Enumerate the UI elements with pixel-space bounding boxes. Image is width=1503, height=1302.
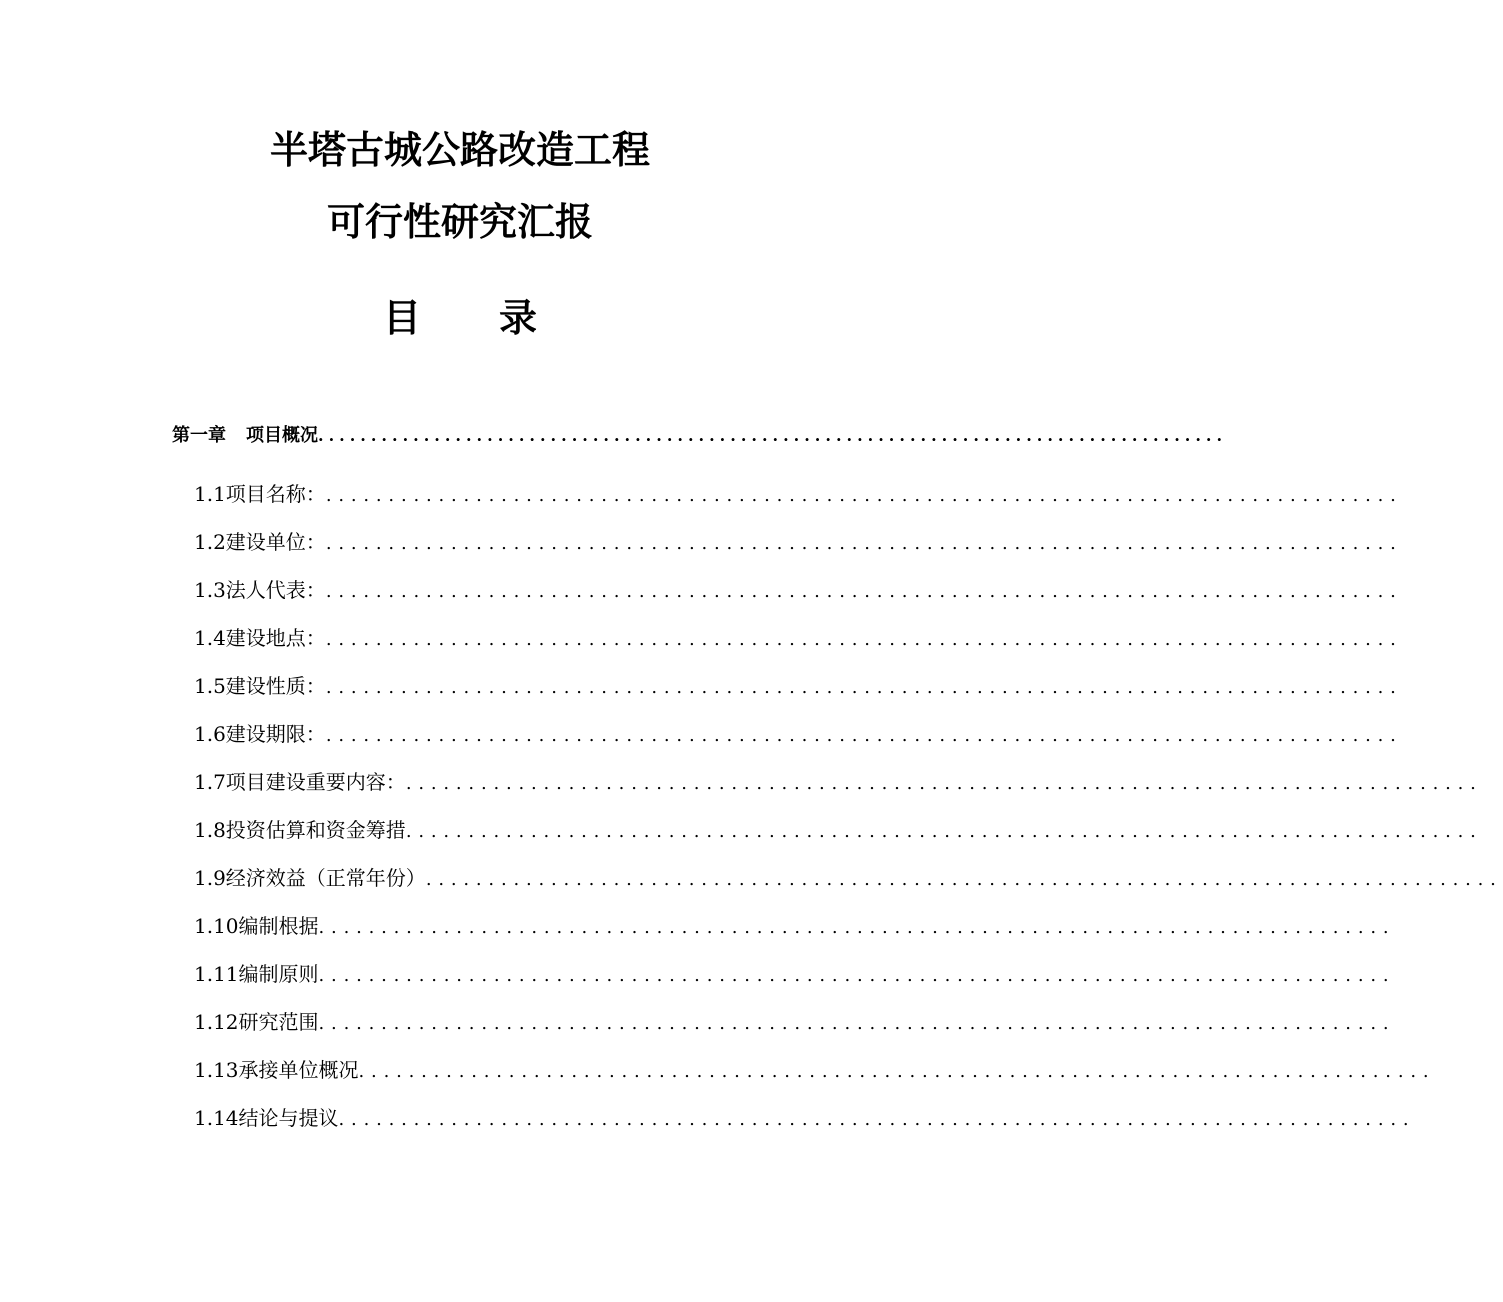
document-title-line-2: 可行性研究汇报	[326, 199, 593, 244]
toc-section-1-2[interactable]	[194, 526, 1403, 558]
toc-dot-leader: ......................................................................................	[405, 773, 1483, 794]
toc-section-1-13[interactable]	[194, 1054, 1436, 1086]
toc-section-label: 1.10编制根据	[194, 914, 319, 938]
toc-dot-leader: ......................................................................................	[325, 629, 1403, 650]
toc-section-label: 1.12研究范围	[194, 1010, 319, 1034]
document-title-line-1: 半塔古城公路改造工程	[269, 127, 650, 172]
toc-section-label: 1.6建设期限：	[194, 722, 326, 746]
toc-dot-leader: ......................................................................................	[325, 533, 1403, 554]
toc-dot-leader: ......................................................................................	[325, 485, 1403, 506]
toc-dot-leader: ......................................................................................	[318, 965, 1396, 986]
toc-dot-leader: ......................................................................................	[318, 1013, 1396, 1034]
toc-chapter-number: 第一章	[172, 425, 226, 446]
toc-section-1-1[interactable]	[194, 478, 1403, 510]
toc-dot-leader: ......................................................................................	[318, 917, 1396, 938]
toc-dot-leader: ......................................................................................	[325, 581, 1403, 602]
toc-dot-leader: ......................................................................................	[358, 1061, 1436, 1082]
toc-section-1-6[interactable]	[194, 718, 1403, 750]
toc-section-label: 1.2建设单位：	[194, 530, 326, 554]
toc-section-label: 1.8投资估算和资金筹措	[194, 818, 406, 842]
toc-dot-leader: ......................................................................................	[338, 1109, 1416, 1130]
toc-dot-leader: ......................................................................................	[425, 869, 1503, 890]
toc-section-label: 1.5建设性质：	[194, 674, 326, 698]
toc-section-1-14[interactable]	[194, 1102, 1416, 1134]
toc-section-1-12[interactable]	[194, 1006, 1396, 1038]
toc-chapter-title: 项目概况	[246, 425, 318, 446]
toc-section-label: 1.13承接单位概况	[194, 1058, 359, 1082]
toc-section-1-5[interactable]	[194, 670, 1403, 702]
toc-section-label: 1.7项目建设重要内容：	[194, 770, 406, 794]
toc-dot-leader: ......................................................................................	[325, 677, 1403, 698]
toc-heading: 目录	[382, 295, 615, 340]
toc-section-1-3[interactable]	[194, 574, 1403, 606]
toc-section-1-10[interactable]	[194, 910, 1396, 942]
toc-section-1-4[interactable]	[194, 622, 1403, 654]
toc-section-label: 1.4建设地点：	[194, 626, 326, 650]
toc-section-1-9[interactable]	[194, 862, 1503, 894]
toc-section-1-7[interactable]	[194, 766, 1483, 798]
toc-section-label: 1.9经济效益（正常年份）	[194, 866, 426, 890]
toc-section-label: 1.14结论与提议	[194, 1106, 339, 1130]
toc-chapter-1[interactable]	[172, 420, 1228, 452]
toc-dot-leader: ......................................................................................	[318, 426, 1228, 445]
toc-dot-leader: ......................................................................................	[405, 821, 1483, 842]
toc-section-1-8[interactable]	[194, 814, 1483, 846]
toc-dot-leader: ......................................................................................	[325, 725, 1403, 746]
toc-section-1-11[interactable]	[194, 958, 1396, 990]
toc-section-label: 1.1项目名称：	[194, 482, 326, 506]
toc-section-label: 1.3法人代表：	[194, 578, 326, 602]
toc-section-label: 1.11编制原则	[194, 962, 319, 986]
